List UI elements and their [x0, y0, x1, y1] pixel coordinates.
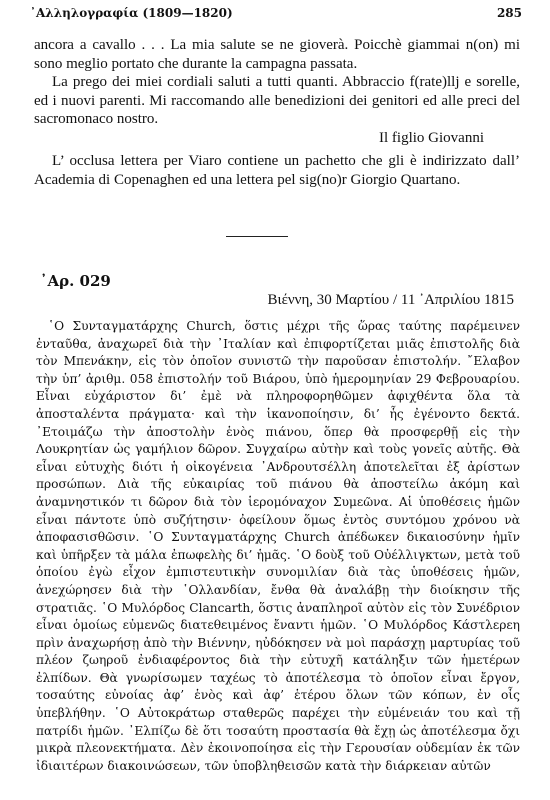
letter-number: ᾿Αρ. 029 — [40, 272, 111, 290]
italian-paragraph: ancora a cavallo . . . La mia salute se ne gioverà. Poicchè giammai n(on) mi sono meglio portato che durante la campagna passata. — [34, 37, 520, 72]
greek-letter-body — [36, 318, 520, 775]
italian-paragraph: La prego dei miei cordiali saluti a tutti quanti. Abbraccio f(rate)llj e sorelle, ed i nuovi parenti. Mi raccomando alle benedizioni dei genitori ed alle preci del sacromonaco nostro. — [34, 74, 520, 127]
page-number: 285 — [496, 6, 522, 20]
running-title: ᾿Αλληλογραφία (1809—1820) — [30, 6, 233, 20]
section-divider — [226, 236, 288, 237]
signature: Il figlio Giovanni — [379, 129, 484, 146]
running-head — [30, 6, 522, 24]
greek-paragraph: ῾Ο Συνταγματάρχης Church, ὅστις μέχρι τῆς ὥρας ταύτης παρέμεινεν ἐνταῦθα, ἀναχωρεῖ διὰ τὴν ᾿Ιταλίαν καὶ ἐπιφορτίζεται μιᾶς ἐπιστολῆς διὰ τὸν Μπενάκην, εἰς τὸν ὁποῖον συνιστῶ τὴν παροῦσαν ἐπιστολήν. ῎Ελαβον τὴν ὑπ’ ἀριθμ. 058 ἐπιστολήν τοῦ Βιάρου, ὑπὸ ἡμερομηνίαν 29 Φεβρουαρίου. Εἶναι εὐχάριστον δι’ ἐμὲ νὰ πληροφορηθῶμεν ἀφιχθέντα ὅλα τὰ ἀποσταλέντα πράγματα· καὶ τὴν ἱκανοποίησιν, δι’ ἧς ἐγένοντο δεκτά. ᾿Ετοιμάζω τὴν ἀποστολὴν ἑνὸς πιάνου, ὅπερ θὰ προσφερθῇ εἰς τὴν Λουκρητίαν ὡς γαμήλιον δῶρον. Συγχαίρω αὐτὴν καὶ τοὺς γονεῖς αὐτῆς. Θὰ εἶναι εὐτυχὴς διότι ἡ οἰκογένεια ᾿Ανδρουτσέλλη ἀποτελεῖται ἐξ ἀρίστων προσώπων. Διὰ τῆς εὐκαιρίας τοῦ πιάνου θὰ ἀποστείλω ἀκόμη καὶ ἀναμνηστικόν τι δῶρον διὰ τὸν ἱερομόναχον Συμεῶνα. Αἱ ὑποθέσεις ἡμῶν εἶναι πάντοτε ὑπὸ συζήτησιν· ὀφείλουν ὅμως ἐντὸς συντόμου χρόνου νὰ ἀποφασισθῶσιν. ῾Ο Συνταγματάρχης Church ἀπέδωκεν δικαιοσύνην ἡμῖν καὶ ὑπῆρξεν τὰ μάλα ἐπωφελὴς δι’ ἡμᾶς. ῾Ο δοὺξ τοῦ Οὐέλλιγκτων, μετὰ τοῦ ὁποίου ἐγὼ εἶχον ἐμπιστευτικὴν συνομιλίαν διὰ τὰς ὑποθέσεις ἡμῶν, ἀνεχώρησεν διὰ τὴν ῾Ολλανδίαν, ἔνθα θὰ ἀναλάβῃ τὴν διοίκησιν τῆς στρατιᾶς. ῾Ο Μυλόρδος Clancarth, ὅστις ἀναπληροῖ αὐτὸν εἰς τὸν Συνέδριον εἶναι ὁμοίως εὐμενῶς διατεθειμένος ἔναντι ἡμῶν. ῾Ο Μυλόρδος Κάστλερεη πρὶν ἀναχωρήσῃ ἀπὸ τὴν Βιέννην, ηὐδόκησεν νὰ μοὶ παράσχῃ μαρτυρίας τοῦ πλέον ζωηροῦ ἐνδιαφέροντος διὰ τὴν εὐτυχῆ κατάληξιν τῶν ἡμετέρων ἐλπίδων. Θὰ γνωρίσωμεν ταχέως τὸ ἀποτέλεσμα τὸ ὁποῖον εἶναι ἔργον, τοσαύτης εὐνοίας ἀφ’ ἑνὸς καὶ ἀφ’ ἑτέρου ὅλων τῶν κόπων, ἐν οἷς ὑπεβλήθην. ῾Ο Αὐτοκράτωρ σταθερῶς παρέχει τὴν εὐμένειάν του καὶ τῇ πατρίδι ἡμῶν. ᾿Ελπίζω δὲ ὅτι τοσαύτη προστασία θὰ ἔχῃ ὡς ἀποτέλεσμα ὄχι μικρὰ πλεονεκτήματα. Δὲν ἐκοινοποίησα εἰς τὴν Γερουσίαν οὐδεμίαν ἐκ τῶν ἰδιαιτέρων διακοινώσεων, τῶν ὑποβληθεισῶν κατὰ τὴν διάρκειαν αὐτῶν — [36, 319, 520, 773]
postscript-note — [34, 152, 520, 189]
note-paragraph: L’ occlusa lettera per Viaro contiene un pachetto che gli è indirizzato dall’ Academia di Copenaghen ed una lettera pel sig(no)r Giorgio Quartano. — [34, 153, 520, 188]
italian-letter-ending — [34, 36, 520, 147]
letter-dateline: Βιέννη, 30 Μαρτίου / 11 ᾿Απριλίου 1815 — [267, 292, 514, 308]
